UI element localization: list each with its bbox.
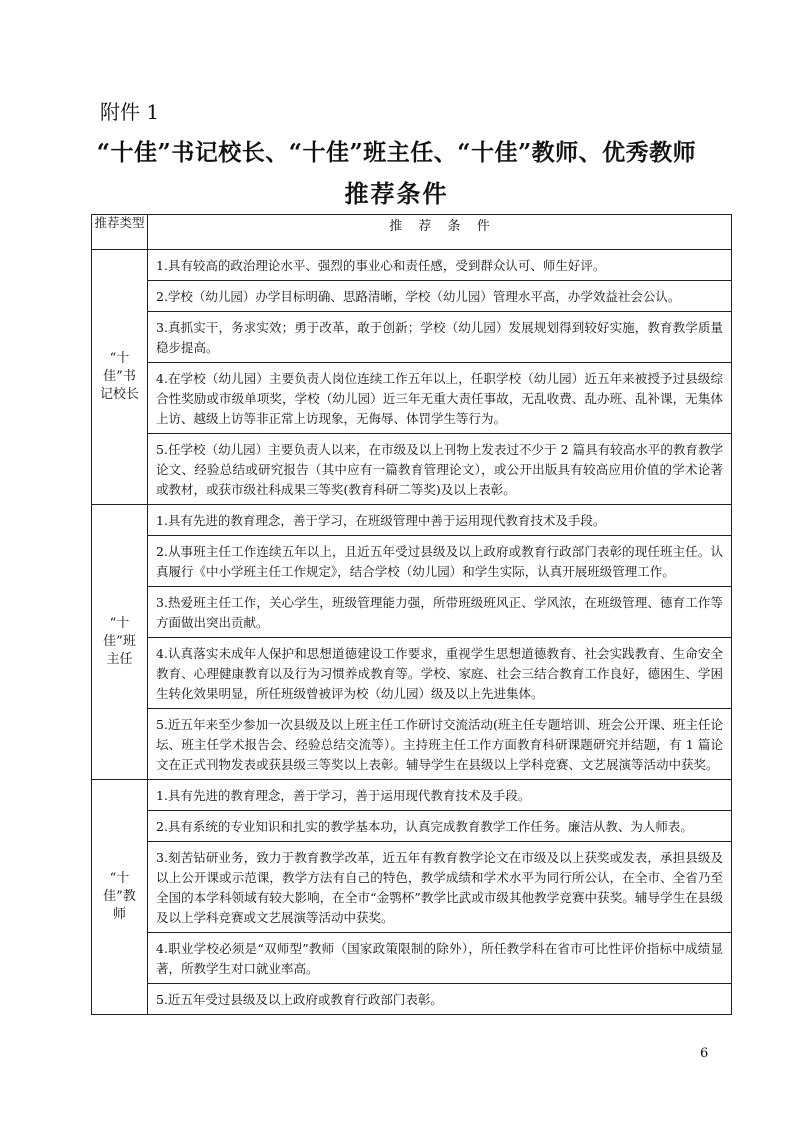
condition-item: 2.具有系统的专业知识和扎实的教学基本功，认真完成教育教学工作任务。廉洁从教、为人师表。 <box>148 811 732 842</box>
table-row <box>92 587 732 638</box>
condition-item: 4.职业学校必须是“双师型”教师（国家政策限制的除外），所任教学科在省市可比性评价指标中成绩显著，所教学生对口就业率高。 <box>148 933 732 984</box>
condition-item: 4.在学校（幼儿园）主要负责人岗位连续工作五年以上，任职学校（幼儿园）近五年来被授予过县级综合性奖励或市级单项奖，学校（幼儿园）近三年无重大责任事故，无乱收费、乱办班、乱补课，无集体上访、越级上访等非正常上访现象，无侮辱、体罚学生等行为。 <box>148 363 732 434</box>
table-row <box>92 709 732 780</box>
condition-item: 5.任学校（幼儿园）主要负责人以来，在市级及以上刊物上发表过不少于 2 篇具有较高水平的教育教学论文、经验总结或研究报告（其中应有一篇教育管理论文），或公开出版具有较高应用价值的学术论著或教材，或获市级社科成果三等奖(教育科研二等奖)及以上表彰。 <box>148 434 732 505</box>
document-subtitle: 推荐条件 <box>344 179 449 208</box>
condition-item: 3.刻苦钻研业务，致力于教育教学改革，近五年有教育教学论文在市级及以上获奖或发表，承担县级及以上公开课或示范课，教学方法有自己的特色，教学成绩和学术水平为同行所公认，在全市、全省乃至全国的本学科领域有较大影响，在全市“金鹗杯”教学比武或市级其他教学竞赛中获奖。辅导学生在县级及以上学科竞赛或文艺展演等活动中获奖。 <box>148 842 732 933</box>
table-row <box>92 933 732 984</box>
category-ten-best-principal: “十佳”书记校长 <box>92 250 148 505</box>
table-row <box>92 250 732 281</box>
category-ten-best-teacher: “十佳”教师 <box>92 780 148 1015</box>
table-row <box>92 984 732 1015</box>
table-header-row <box>92 215 732 250</box>
condition-item: 1.具有较高的政治理论水平、强烈的事业心和责任感，受到群众认可、师生好评。 <box>148 250 732 281</box>
category-ten-best-head-teacher: “十佳”班主任 <box>92 505 148 780</box>
table-row <box>92 780 732 811</box>
table-row <box>92 434 732 505</box>
recommendation-conditions-table <box>91 214 732 1015</box>
table-row <box>92 505 732 536</box>
condition-item: 4.认真落实未成年人保护和思想道德建设工作要求，重视学生思想道德教育、社会实践教育、生命安全教育、心理健康教育以及行为习惯养成教育等。学校、家庭、社会三结合教育工作良好，德困生、学困生转化效果明显，所任班级曾被评为校（幼儿园）级及以上先进集体。 <box>148 638 732 709</box>
condition-item: 5.近五年来至少参加一次县级及以上班主任工作研讨交流活动(班主任专题培训、班会公开课、班主任论坛、班主任学术报告会、经验总结交流等）。主持班主任工作方面教育科研课题研究并结题，有 1 篇论文在正式刊物发表或获县级三等奖以上表彰。辅导学生在县级以上学科竞赛、文艺展演等活动中获奖。 <box>148 709 732 780</box>
table-row <box>92 363 732 434</box>
condition-item: 1.具有先进的教育理念，善于学习，善于运用现代教育技术及手段。 <box>148 780 732 811</box>
page-number: 6 <box>700 1046 709 1061</box>
table-row <box>92 312 732 363</box>
attachment-label: 附件 1 <box>100 100 160 124</box>
table-row <box>92 536 732 587</box>
condition-item: 3.真抓实干，务求实效；勇于改革，敢于创新；学校（幼儿园）发展规划得到较好实施，教育教学质量稳步提高。 <box>148 312 732 363</box>
document-title: “十佳”书记校长、“十佳”班主任、“十佳”教师、优秀教师 <box>96 139 697 166</box>
condition-item: 2.学校（幼儿园）办学目标明确、思路清晰，学校（幼儿园）管理水平高，办学效益社会公认。 <box>148 281 732 312</box>
header-recommend-conditions: 推 荐 条 件 <box>148 215 732 250</box>
condition-item: 3.热爱班主任工作，关心学生，班级管理能力强，所带班级班风正、学风浓，在班级管理、德育工作等方面做出突出贡献。 <box>148 587 732 638</box>
header-recommend-type: 推荐类型 <box>92 215 148 250</box>
condition-item: 2.从事班主任工作连续五年以上，且近五年受过县级及以上政府或教育行政部门表彰的现任班主任。认真履行《中小学班主任工作规定》，结合学校（幼儿园）和学生实际，认真开展班级管理工作。 <box>148 536 732 587</box>
table-row <box>92 281 732 312</box>
table-row <box>92 842 732 933</box>
condition-item: 5.近五年受过县级及以上政府或教育行政部门表彰。 <box>148 984 732 1015</box>
condition-item: 1.具有先进的教育理念，善于学习，在班级管理中善于运用现代教育技术及手段。 <box>148 505 732 536</box>
table-row <box>92 638 732 709</box>
table-row <box>92 811 732 842</box>
